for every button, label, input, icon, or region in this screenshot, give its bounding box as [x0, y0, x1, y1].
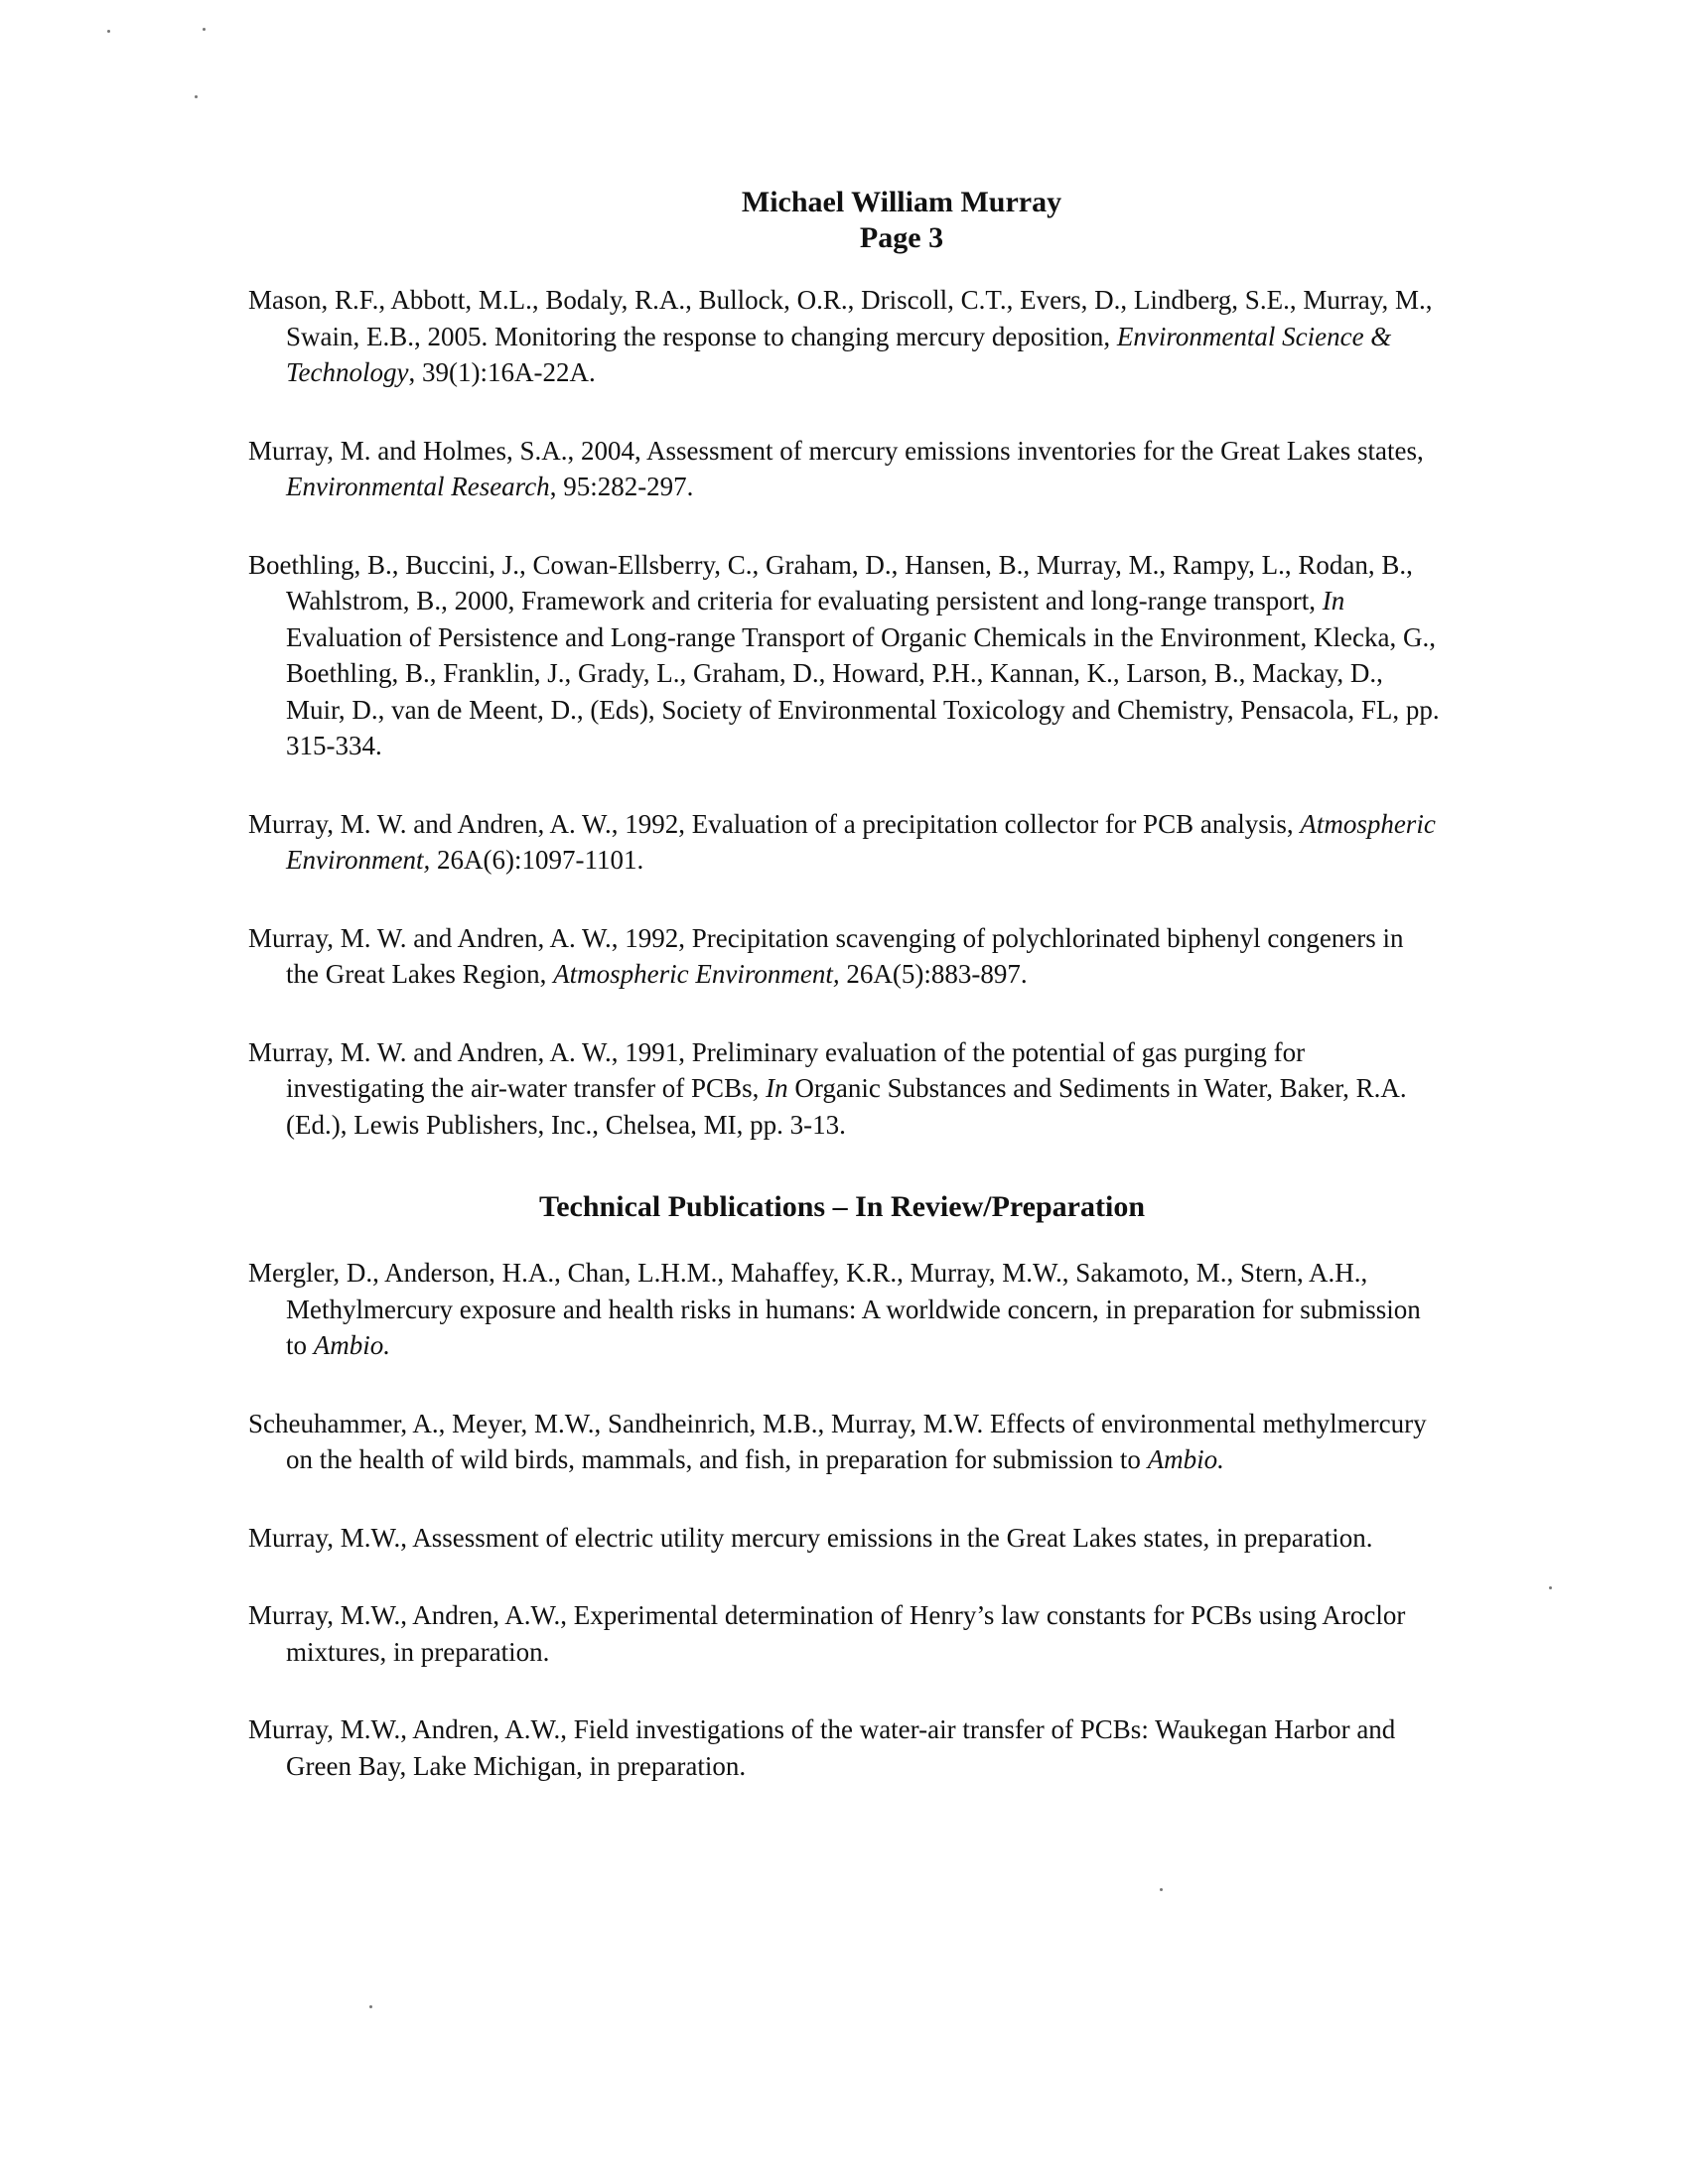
reference-text: Murray, M. W. and Andren, A. W., 1992, Precipitation scavenging of polychlorinated biphenyl congeners in the Great Lakes Region, — [248, 922, 1404, 989]
journal-title: Ambio. — [313, 1330, 391, 1360]
reference-text: Boethling, B., Buccini, J., Cowan-Ellsberry, C., Graham, D., Hansen, B., Murray, M., Rampy, L., Rodan, B., Wahlstrom, B., 2000, Framework and criteria for evaluating persistent and long-range transport, — [248, 549, 1413, 615]
reference-entry — [248, 1597, 1440, 1670]
reference-citation: , 39(1):16A-22A. — [408, 357, 596, 387]
reference-text: Murray, M.W., Andren, A.W., Field investigations of the water-air transfer of PCBs: Waukegan Harbor and Green Bay, Lake Michigan, in preparation. — [248, 1714, 1396, 1781]
scan-speck — [1160, 1888, 1163, 1891]
reference-citation: Organic Substances and Sediments in Water, Baker, R.A. (Ed.), Lewis Publishers, Inc., Chelsea, MI, pp. 3-13. — [286, 1073, 1407, 1140]
reference-entry — [248, 1406, 1440, 1478]
reference-entry — [248, 1711, 1440, 1784]
scan-speck — [1549, 1586, 1552, 1589]
reference-text: Murray, M.W., Assessment of electric utility mercury emissions in the Great Lakes states, in preparation. — [248, 1522, 1373, 1553]
reference-citation: Evaluation of Persistence and Long-range Transport of Organic Chemicals in the Environment, Klecka, G., Boethling, B., Franklin, J., Grady, L., Graham, D., Howard, P.H., Kannan, K., Larson, B., Mackay, D., Muir, D., van de Meent, D., (Eds), Society of Environmental Toxicology and Chemistry, Pensacola, FL, pp. 315-334. — [286, 621, 1440, 760]
reference-citation: 26A(5):883-897. — [839, 959, 1028, 989]
reference-entry — [248, 1520, 1440, 1557]
journal-title: In — [1322, 586, 1345, 615]
reference-entry — [248, 547, 1440, 764]
author-name-heading: Michael William Murray — [741, 186, 1062, 218]
journal-title: In — [766, 1073, 788, 1103]
scan-speck — [195, 95, 198, 98]
section-heading — [0, 1189, 1684, 1225]
published-references-list — [248, 282, 1440, 1143]
section-heading-text: Technical Publications – In Review/Preparation — [538, 1190, 1146, 1223]
reference-text: Murray, M. and Holmes, S.A., 2004, Assessment of mercury emissions inventories for the Great Lakes states, — [248, 435, 1424, 466]
reference-entry — [248, 1034, 1440, 1144]
reference-citation: 26A(6):1097-1101. — [430, 845, 644, 875]
journal-title: Atmospheric Environment, — [553, 959, 840, 989]
reference-entry — [248, 806, 1440, 879]
reference-citation: , 95:282-297. — [549, 472, 694, 501]
scan-speck — [369, 2005, 372, 2008]
journal-title: Environmental Research — [286, 472, 550, 501]
reference-text: Murray, M.W., Andren, A.W., Experimental determination of Henry’s law constants for PCBs using Aroclor mixtures, in preparation. — [248, 1600, 1406, 1667]
journal-title: Ambio. — [1147, 1444, 1224, 1474]
journal-title: Atmospheric Environment, — [286, 808, 1436, 875]
reference-entry — [248, 433, 1440, 505]
reference-text: Mergler, D., Anderson, H.A., Chan, L.H.M., Mahaffey, K.R., Murray, M.W., Sakamoto, M., Stern, A.H., Methylmercury exposure and health risks in humans: A worldwide concern, in preparation for submission to — [248, 1258, 1421, 1360]
reference-text: Murray, M. W. and Andren, A. W., 1992, Evaluation of a precipitation collector for PCB analysis, — [248, 808, 1301, 839]
reference-text: Murray, M. W. and Andren, A. W., 1991, Preliminary evaluation of the potential of gas purging for investigating the air-water transfer of PCBs, — [248, 1036, 1306, 1103]
scan-speck — [203, 28, 206, 31]
reference-entry — [248, 920, 1440, 993]
page-number-heading: Page 3 — [859, 221, 944, 254]
in-review-references-list — [248, 1255, 1440, 1784]
scan-speck — [107, 30, 110, 33]
reference-text: Mason, R.F., Abbott, M.L., Bodaly, R.A., Bullock, O.R., Driscoll, C.T., Evers, D., Lindberg, S.E., Murray, M., Swain, E.B., 2005. Monitoring the response to changing mercury deposition, — [248, 285, 1433, 351]
reference-entry — [248, 282, 1440, 391]
journal-title: Environmental Science & Technology — [286, 321, 1392, 387]
reference-entry — [248, 1255, 1440, 1364]
reference-text: Scheuhammer, A., Meyer, M.W., Sandheinrich, M.B., Murray, M.W. Effects of environmental methylmercury on the health of wild birds, mammals, and fish, in preparation for submission to — [248, 1408, 1427, 1474]
